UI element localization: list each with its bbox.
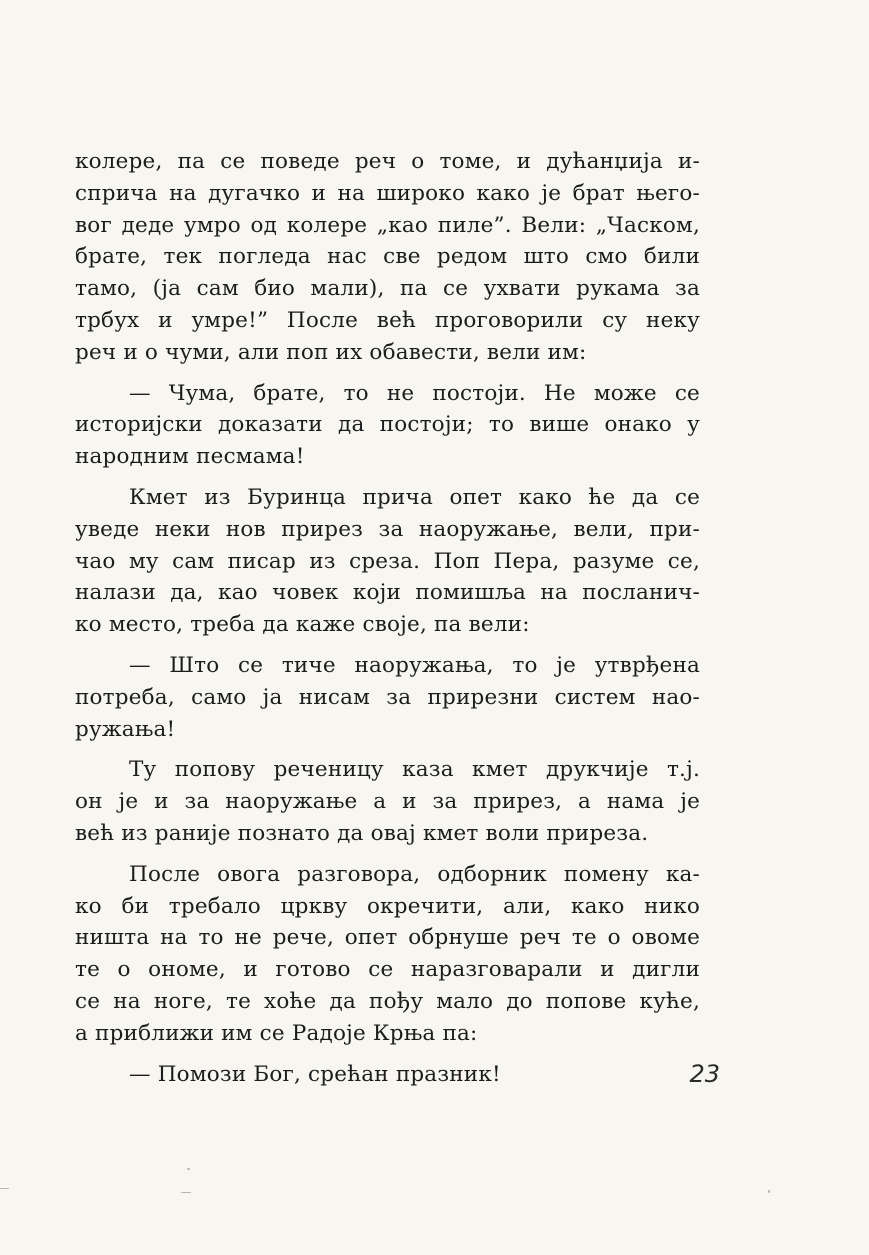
text-line: народним песмама! [75,444,305,470]
text-line: он је и за наоружање а и за прирез, а нама је [75,789,700,815]
text-line: ништа на то не рече, опет обрнуше реч те о овоме [75,925,700,951]
body-text [75,146,700,1090]
text-line: уведе неки нов прирез за наоружање, вели, при- [75,516,700,542]
text-line: већ из раније познато да овај кмет воли приреза. [75,820,649,846]
scan-speck [187,1168,190,1170]
text-line: реч и о чуми, али поп их обавести, вели им: [75,339,587,365]
text-line: колере, па се поведе реч о томе, и дућанџија и- [75,149,700,174]
text-line: ко би требало цркву окречити, али, како нико [75,893,700,919]
paragraph [75,650,700,745]
scan-speck [768,1190,770,1193]
text-line: трбух и умре!” После већ проговорили су неку [75,307,700,333]
text-line: — Чума, брате, то не постоји. Не може се [129,380,700,406]
text-line: ко место, треба да каже своје, па вели: [75,612,530,638]
text-line: тамо, (ја сам био мали), па се ухвати рукама за [75,276,700,302]
text-line: ружања! [75,716,176,742]
text-line: потреба, само ја нисам за прирезни систем нао- [75,684,700,710]
paragraph [75,482,700,641]
text-line: а приближи им се Радоје Крња па: [75,1020,478,1046]
page-number: 23 [689,1060,720,1088]
text-line: брате, тек погледа нас све редом што смо били [75,244,700,270]
paragraph [75,1059,700,1091]
paragraph [75,146,700,369]
text-line: вог деде умро од колере „као пиле”. Вели: „Часком, [75,212,700,238]
paragraph [75,378,700,473]
text-line: те о ономе, и готово се наразговарали и дигли [75,957,700,983]
text-line: налази да, као човек који помишља на посланич- [75,580,700,606]
scan-speck [0,1188,9,1189]
paragraph [75,754,700,849]
text-line: — Помози Бог, срећан празник! [129,1061,501,1087]
text-line: — Што се тиче наоружања, то је утврђена [129,652,700,678]
text-line: сприча на дугачко и на широко како је брат њего- [75,180,700,206]
text-line: После овога разговора, одборник помену ка- [129,861,700,887]
text-line: се на ноге, те хоће да пођу мало до попове куће, [75,988,700,1014]
text-line: историјски доказати да постоји; то више онако у [75,412,700,438]
paragraph [75,859,700,1050]
scan-speck [181,1192,191,1193]
text-line: Кмет из Буринца прича опет како ће да се [129,484,700,510]
text-line: Ту попову реченицу каза кмет друкчије т.ј. [129,757,700,783]
text-line: чао му сам писар из среза. Поп Пера, разуме се, [75,548,700,574]
